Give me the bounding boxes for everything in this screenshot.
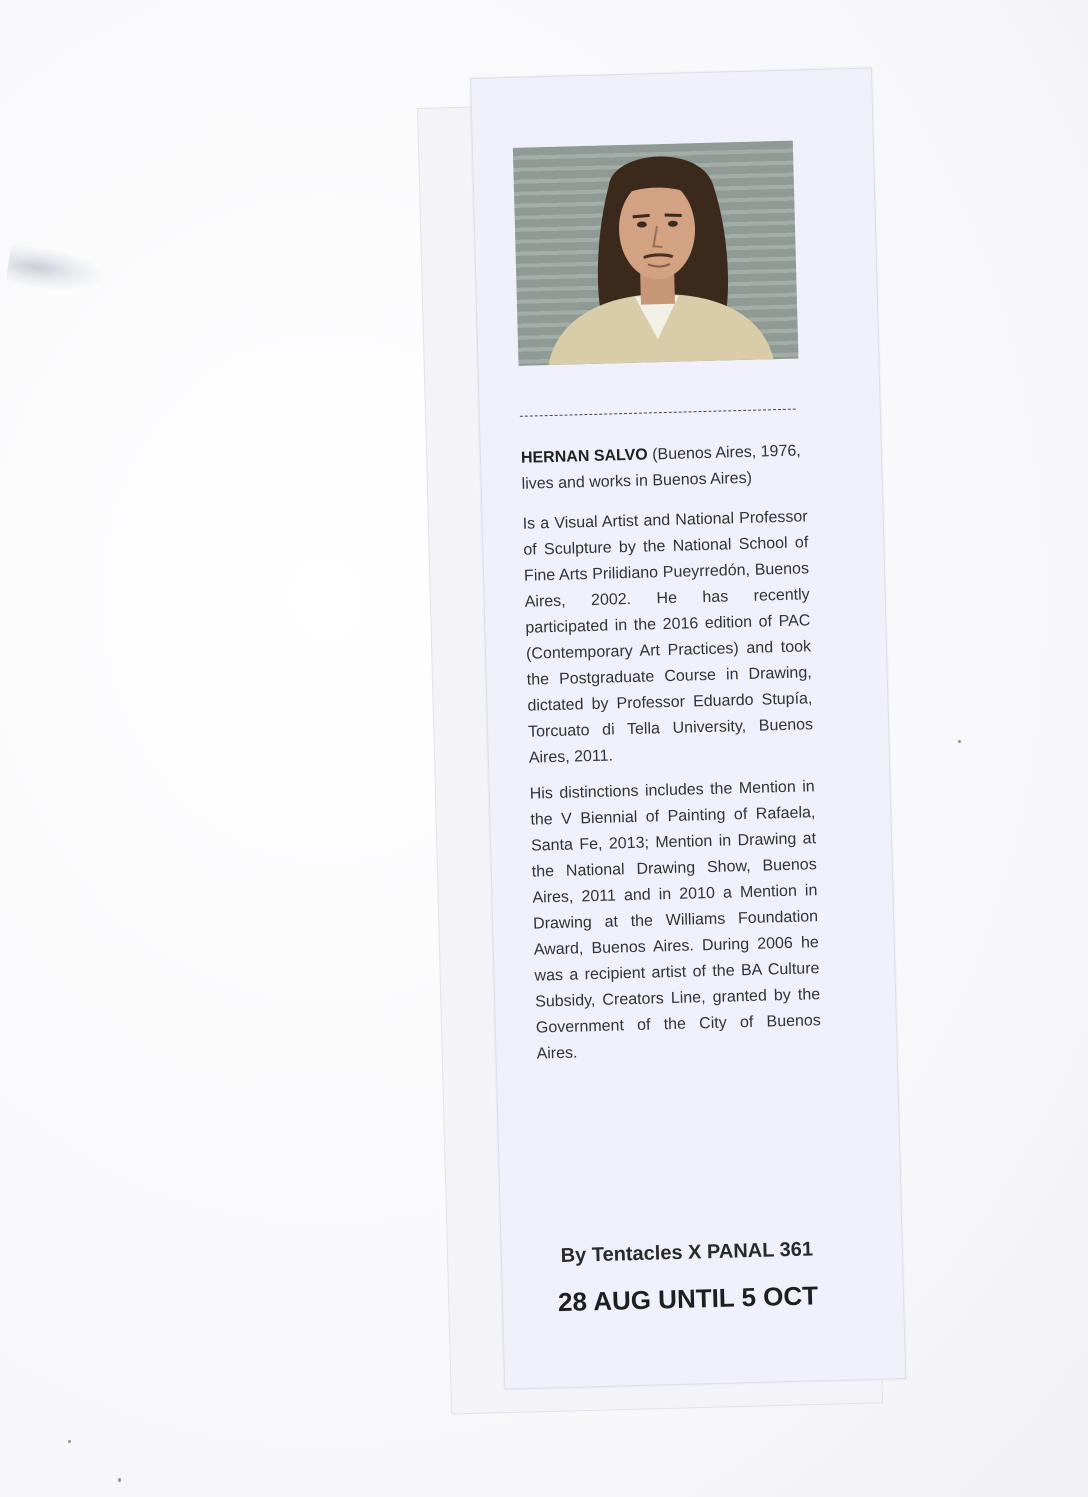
bio-paragraph-1: Is a Visual Artist and National Professor of Sculpture by the National School of Fine Arts Prilidiano Pueyrredón, Buenos Aires, 2002. He has recently participated in the 2016 edition of PAC (Contemporary Art Practices) and took the Postgraduate Course in Drawing, dictated by Professor Eduardo Stupía, Torcuato di Tella University, Buenos Aires, 2011.: [522, 508, 814, 767]
scan-speck: [118, 1478, 121, 1482]
portrait-illustration: [513, 141, 799, 366]
scan-speck: [958, 740, 961, 743]
bookmark-card: [470, 67, 906, 1389]
exhibition-dates: 28 AUG UNTIL 5 OCT: [557, 1280, 819, 1318]
artist-info: (Buenos Aires, 1976, lives and works in Buenos Aires): [521, 442, 801, 493]
artist-bio: [521, 438, 822, 1077]
artist-photo: [513, 141, 799, 366]
artist-name: HERNAN SALVO: [520, 446, 648, 467]
artist-heading: [521, 438, 807, 497]
dashed-divider: [520, 409, 796, 417]
scan-speck: [68, 1440, 71, 1443]
bio-paragraph-2: His distinctions includes the Mention in the V Biennial of Painting of Rafaela, Santa Fe, 2013; Mention in Drawing at the National Drawing Show, Buenos Aires, 2011 and in 2010 a Mention in Drawing at the Williams Foundation Award, Buenos Aires. During 2006 he was a recipient artist of the BA Culture Subsidy, Creators Line, granted by the Government of the City of Buenos Aires.: [529, 778, 822, 1063]
exhibition-credit: By Tentacles X PANAL 361: [560, 1238, 814, 1268]
